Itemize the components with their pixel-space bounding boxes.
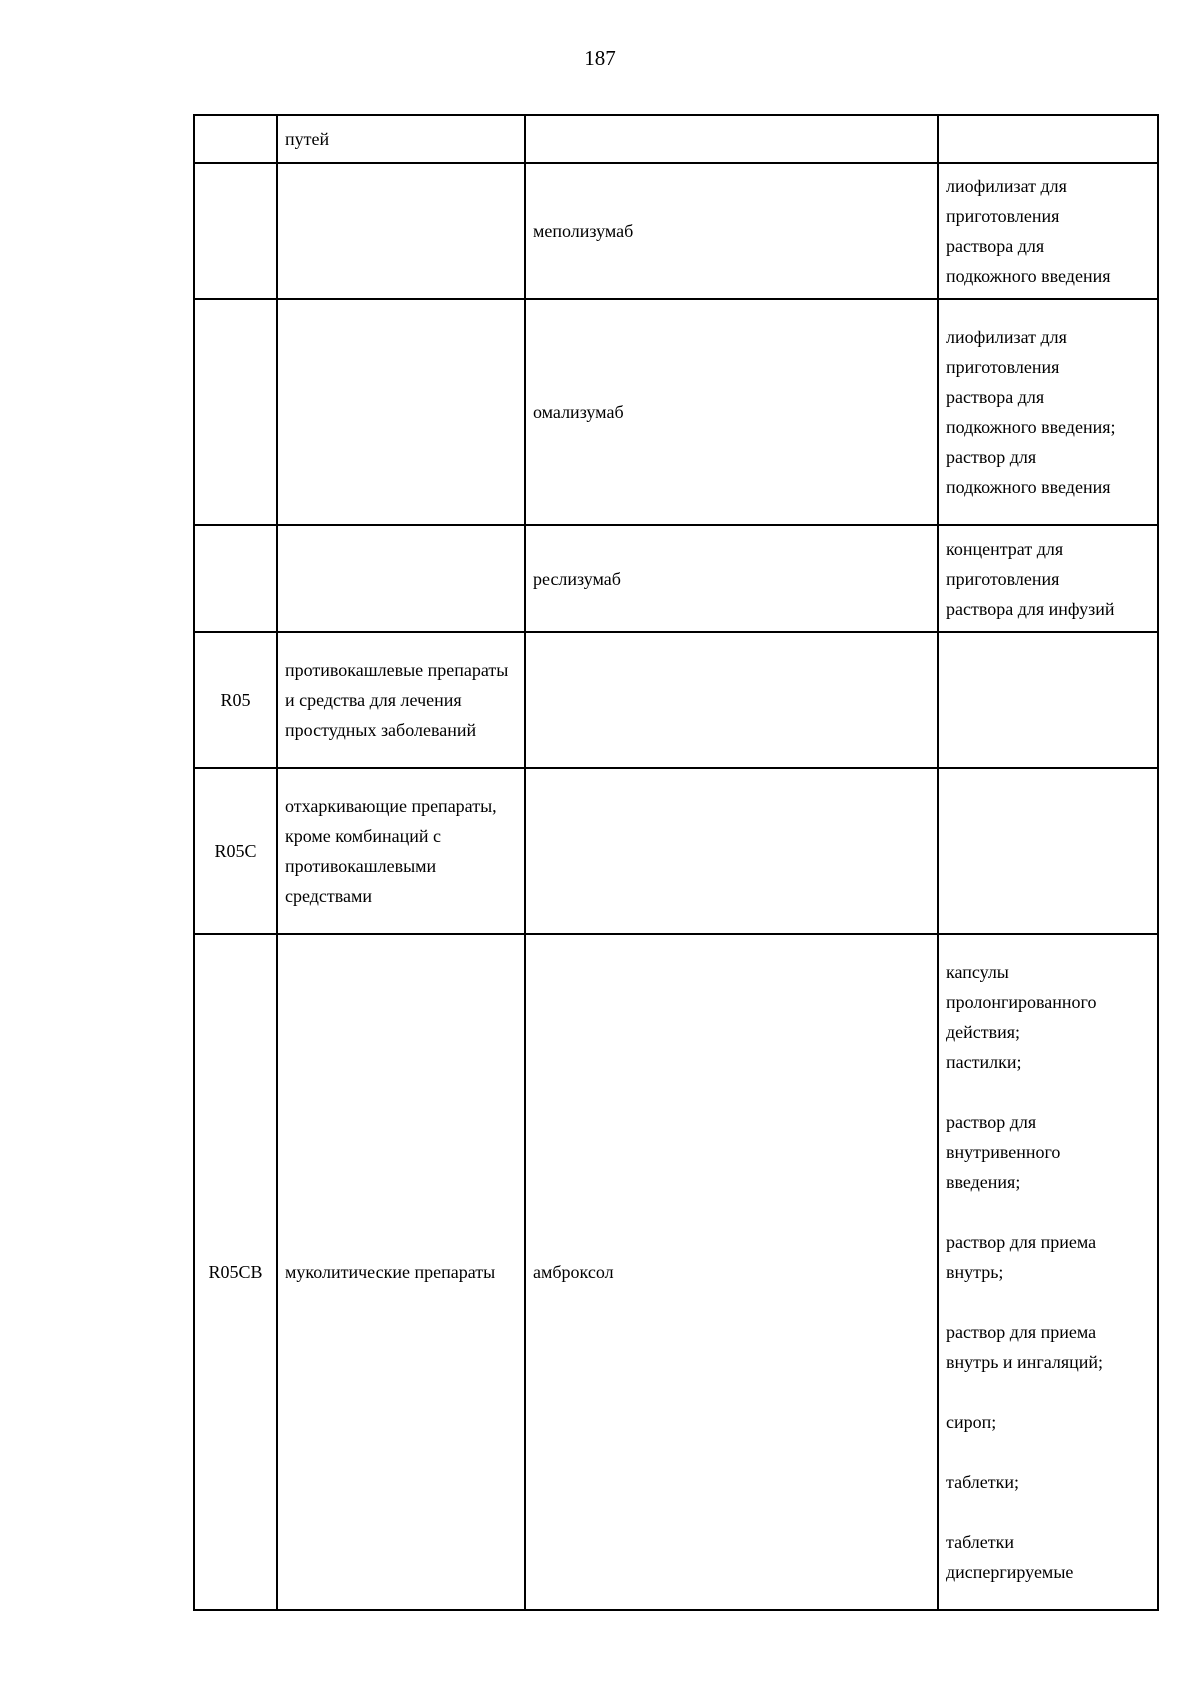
dosage-form-line: таблетки; [946, 1472, 1020, 1492]
dosage-form-line: пастилки; [946, 1052, 1022, 1072]
dosage-form-line: таблетки [946, 1532, 1015, 1552]
dosage-form-line: раствор для приема [946, 1322, 1097, 1342]
dosage-form-cell [938, 115, 1158, 163]
drug-table-body [194, 115, 1158, 1610]
dosage-form-line: подкожного введения [946, 266, 1111, 286]
dosage-form-line: раствора для [946, 387, 1045, 407]
dosage-form-line: внутривенного [946, 1142, 1061, 1162]
form-gap [946, 1197, 1150, 1227]
page-number: 187 [584, 46, 616, 70]
form-gap [946, 1377, 1150, 1407]
dosage-form-line: концентрат для [946, 538, 1064, 559]
group-cell [277, 525, 525, 632]
dosage-form-cell [938, 632, 1158, 768]
drug-name-cell: меполизумаб [525, 163, 938, 299]
atc-code-cell [194, 299, 277, 525]
drug-name-cell [525, 115, 938, 163]
dosage-form-line: раствор для приема [946, 1232, 1097, 1252]
dosage-form-line: введения; [946, 1172, 1021, 1192]
dosage-form-line: капсулы [946, 962, 1009, 982]
dosage-form-cell [938, 768, 1158, 934]
dosage-form-line: раствор для [946, 447, 1037, 467]
dosage-form-line: пролонгированного [946, 992, 1097, 1012]
dosage-form-line: внутрь; [946, 1262, 1004, 1282]
dosage-form-line: лиофилизат для [946, 327, 1067, 347]
dosage-form-line: диспергируемые [946, 1562, 1074, 1582]
group-cell [277, 299, 525, 525]
table-row [194, 768, 1158, 934]
dosage-form-line: раствора для инфузий [946, 598, 1115, 619]
atc-code-cell: R05 [194, 632, 277, 768]
dosage-form-cell [938, 525, 1158, 632]
dosage-form-line: сироп; [946, 1412, 997, 1432]
dosage-form-cell [938, 934, 1158, 1610]
dosage-form-cell [938, 299, 1158, 525]
dosage-form-line: лиофилизат для [946, 176, 1067, 196]
dosage-form-line: раствора для [946, 236, 1045, 256]
table-row [194, 525, 1158, 632]
drug-name-cell: амброксол [525, 934, 938, 1610]
table-row [194, 632, 1158, 768]
form-gap [946, 1287, 1150, 1317]
drug-name-cell: реслизумаб [525, 525, 938, 632]
dosage-form-line: действия; [946, 1022, 1021, 1042]
group-cell: противокашлевые препараты и средства для лечения простудных заболеваний [277, 632, 525, 768]
dosage-form-line: приготовления [946, 568, 1060, 589]
drug-table [193, 114, 1159, 1611]
atc-code-cell [194, 163, 277, 299]
dosage-form-line: приготовления [946, 357, 1060, 377]
table-row [194, 163, 1158, 299]
group-cell: путей [277, 115, 525, 163]
dosage-form-line: подкожного введения; [946, 417, 1116, 437]
atc-code-cell: R05C [194, 768, 277, 934]
form-gap [946, 1497, 1150, 1527]
form-gap [946, 1437, 1150, 1467]
dosage-form-line: внутрь и ингаляций; [946, 1352, 1104, 1372]
atc-code-cell: R05CB [194, 934, 277, 1610]
dosage-form-line: приготовления [946, 206, 1060, 226]
table-row [194, 299, 1158, 525]
atc-code-cell [194, 115, 277, 163]
atc-code-cell [194, 525, 277, 632]
group-cell [277, 163, 525, 299]
table-row [194, 115, 1158, 163]
drug-name-cell [525, 768, 938, 934]
group-cell: муколитические препараты [277, 934, 525, 1610]
form-gap [946, 1077, 1150, 1107]
dosage-form-line: подкожного введения [946, 477, 1111, 497]
drug-name-cell [525, 632, 938, 768]
drug-name-cell: омализумаб [525, 299, 938, 525]
dosage-form-cell [938, 163, 1158, 299]
dosage-form-line: раствор для [946, 1112, 1037, 1132]
group-cell: отхаркивающие препараты, кроме комбинаций с противокашлевыми средствами [277, 768, 525, 934]
table-row [194, 934, 1158, 1610]
